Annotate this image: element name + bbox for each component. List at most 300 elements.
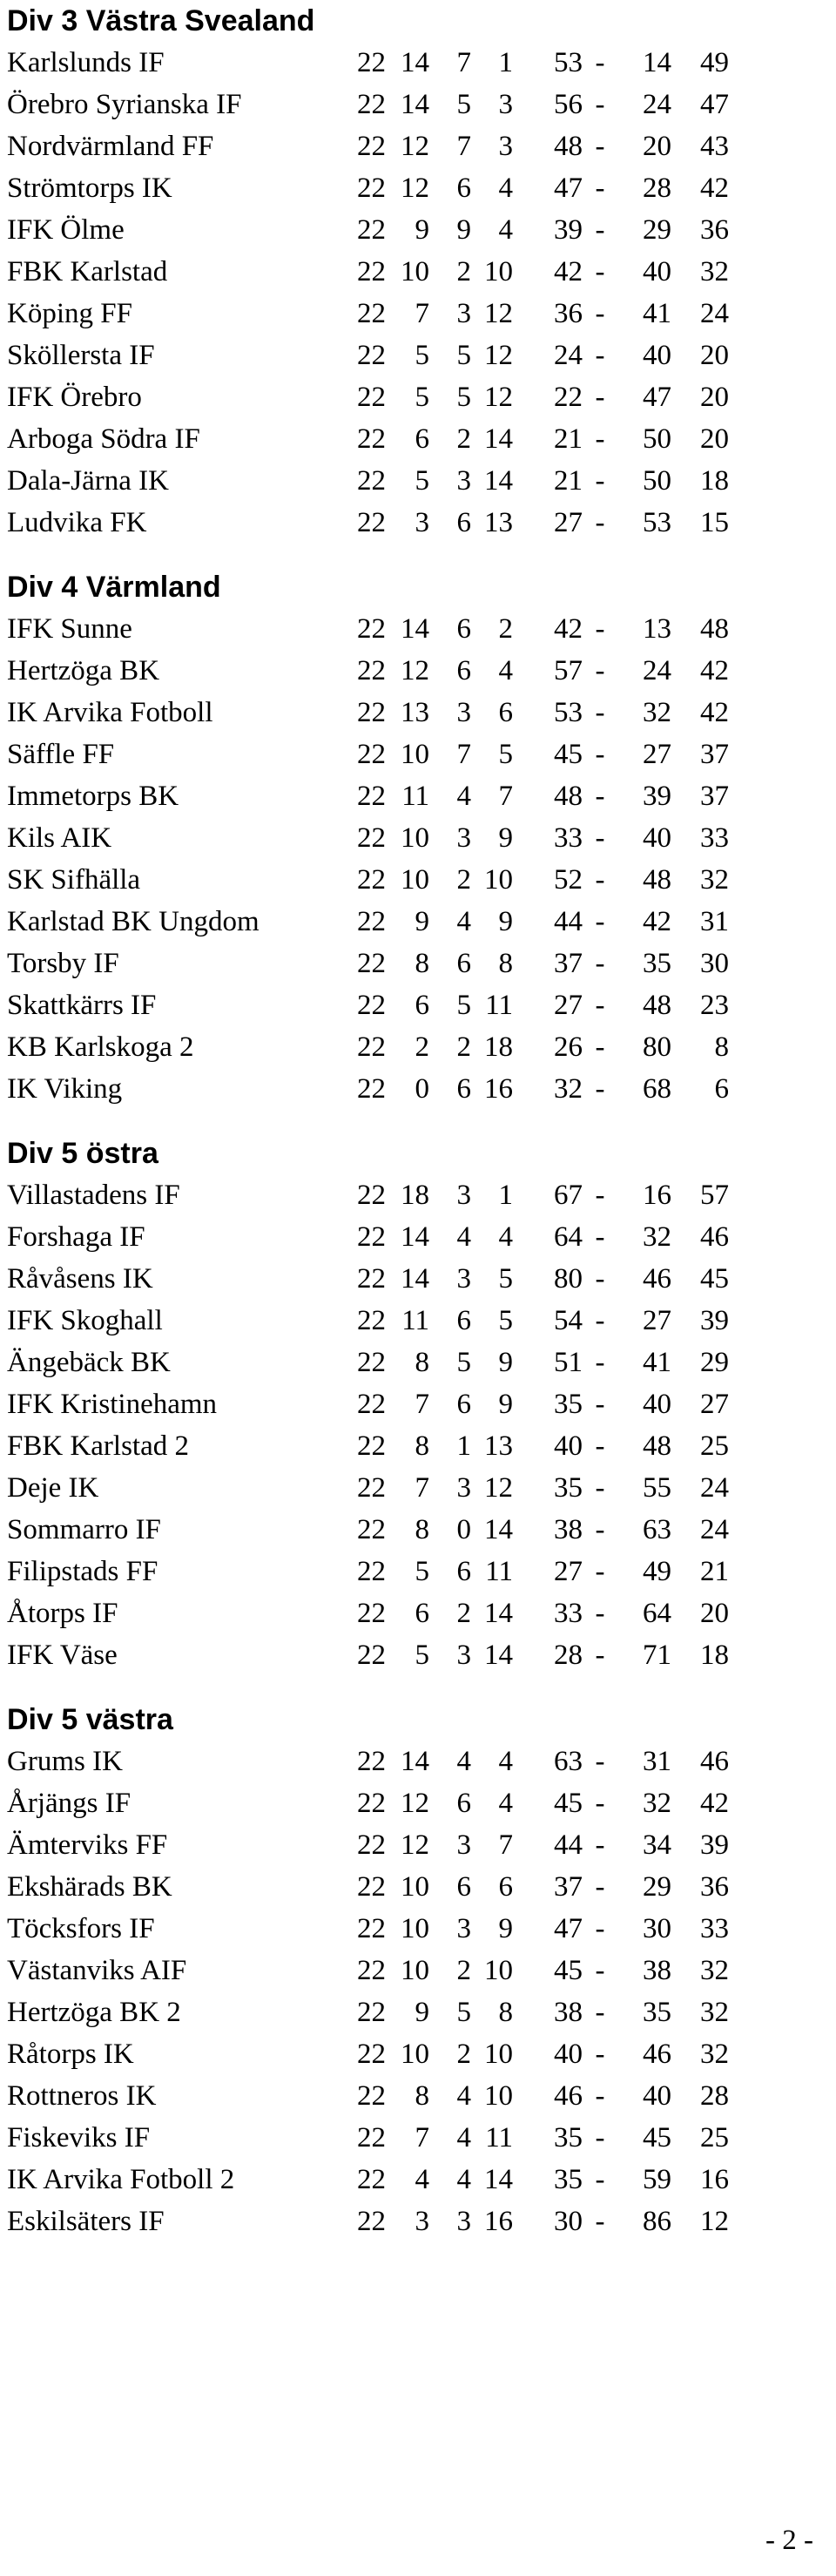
draws: 5 xyxy=(456,1346,471,1378)
wins: 13 xyxy=(401,696,429,728)
goals-against: 48 xyxy=(643,1430,671,1462)
losses: 4 xyxy=(498,1745,513,1777)
draws: 6 xyxy=(456,1555,471,1587)
losses: 14 xyxy=(484,423,513,455)
goals-against: 38 xyxy=(643,1954,671,1986)
team-name: Deje IK xyxy=(7,1471,99,1504)
points: 32 xyxy=(700,863,729,896)
games-played: 22 xyxy=(357,1031,386,1063)
games-played: 22 xyxy=(357,1954,386,1986)
goal-separator: - xyxy=(595,1430,605,1462)
games-played: 22 xyxy=(357,1346,386,1378)
games-played: 22 xyxy=(357,1262,386,1295)
points: 24 xyxy=(700,1513,729,1545)
table-row xyxy=(7,1634,836,1676)
table-row xyxy=(7,1174,836,1216)
goal-separator: - xyxy=(595,2079,605,2112)
table-row xyxy=(7,1551,836,1592)
goals-against: 46 xyxy=(643,2038,671,2070)
section-spacer xyxy=(0,544,836,566)
draws: 3 xyxy=(456,1179,471,1211)
losses: 5 xyxy=(498,738,513,770)
wins: 0 xyxy=(415,1072,429,1105)
games-played: 22 xyxy=(357,255,386,287)
table-row xyxy=(7,1425,836,1467)
draws: 6 xyxy=(456,612,471,645)
goal-separator: - xyxy=(595,1996,605,2028)
goals-for: 38 xyxy=(554,1996,583,2028)
goals-for: 53 xyxy=(554,696,583,728)
goals-for: 21 xyxy=(554,423,583,455)
losses: 11 xyxy=(485,1555,513,1587)
losses: 12 xyxy=(484,1471,513,1504)
wins: 12 xyxy=(401,1829,429,1861)
games-played: 22 xyxy=(357,780,386,812)
table-row xyxy=(7,1950,836,1991)
team-name: Karlstad BK Ungdom xyxy=(7,905,260,937)
goal-separator: - xyxy=(595,1388,605,1420)
table-row xyxy=(7,984,836,1026)
table-row xyxy=(7,1991,836,2033)
goal-separator: - xyxy=(595,821,605,854)
games-played: 22 xyxy=(357,1430,386,1462)
losses: 1 xyxy=(498,46,513,78)
division-title: Div 5 västra xyxy=(7,1703,173,1736)
points: 25 xyxy=(700,2121,729,2153)
table-row xyxy=(7,692,836,734)
losses: 14 xyxy=(484,1597,513,1629)
team-name: Filipstads FF xyxy=(7,1555,158,1587)
goals-for: 45 xyxy=(554,738,583,770)
games-played: 22 xyxy=(357,905,386,937)
points: 30 xyxy=(700,947,729,979)
games-played: 22 xyxy=(357,1745,386,1777)
draws: 6 xyxy=(456,1072,471,1105)
games-played: 22 xyxy=(357,654,386,686)
goals-against: 14 xyxy=(643,46,671,78)
goals-against: 35 xyxy=(643,947,671,979)
goals-against: 32 xyxy=(643,1220,671,1253)
losses: 3 xyxy=(498,130,513,162)
division-title: Div 5 östra xyxy=(7,1137,158,1170)
goal-separator: - xyxy=(595,255,605,287)
wins: 10 xyxy=(401,738,429,770)
games-played: 22 xyxy=(357,2079,386,2112)
table-row xyxy=(7,209,836,251)
losses: 4 xyxy=(498,654,513,686)
goals-against: 29 xyxy=(643,1870,671,1903)
table-row xyxy=(7,2117,836,2159)
team-name: FBK Karlstad 2 xyxy=(7,1430,189,1462)
wins: 14 xyxy=(401,1220,429,1253)
draws: 6 xyxy=(456,654,471,686)
losses: 14 xyxy=(484,1639,513,1671)
draws: 3 xyxy=(456,1829,471,1861)
games-played: 22 xyxy=(357,46,386,78)
team-name: Sköllersta IF xyxy=(7,339,155,371)
goals-for: 30 xyxy=(554,2205,583,2237)
games-played: 22 xyxy=(357,381,386,413)
goal-separator: - xyxy=(595,339,605,371)
wins: 10 xyxy=(401,863,429,896)
goals-against: 47 xyxy=(643,381,671,413)
goals-against: 59 xyxy=(643,2163,671,2195)
goals-for: 28 xyxy=(554,1639,583,1671)
goal-separator: - xyxy=(595,1555,605,1587)
goals-for: 56 xyxy=(554,88,583,120)
team-name: IK Arvika Fotboll xyxy=(7,696,213,728)
goals-for: 33 xyxy=(554,821,583,854)
team-name: Fiskeviks IF xyxy=(7,2121,151,2153)
goal-separator: - xyxy=(595,989,605,1021)
losses: 16 xyxy=(484,2205,513,2237)
team-name: IK Viking xyxy=(7,1072,123,1105)
draws: 7 xyxy=(456,738,471,770)
goal-separator: - xyxy=(595,1346,605,1378)
points: 24 xyxy=(700,297,729,329)
team-name: Torsby IF xyxy=(7,947,119,979)
wins: 10 xyxy=(401,2038,429,2070)
goal-separator: - xyxy=(595,2163,605,2195)
points: 29 xyxy=(700,1346,729,1378)
team-name: Immetorps BK xyxy=(7,780,179,812)
table-row xyxy=(7,2033,836,2075)
draws: 0 xyxy=(456,1513,471,1545)
team-name: Karlslunds IF xyxy=(7,46,165,78)
losses: 12 xyxy=(484,339,513,371)
goals-against: 40 xyxy=(643,255,671,287)
goals-against: 30 xyxy=(643,1912,671,1944)
table-row xyxy=(7,775,836,817)
table-row xyxy=(7,1258,836,1300)
goals-against: 39 xyxy=(643,780,671,812)
wins: 11 xyxy=(401,1304,429,1336)
losses: 11 xyxy=(485,2121,513,2153)
goals-against: 42 xyxy=(643,905,671,937)
points: 25 xyxy=(700,1430,729,1462)
goals-for: 64 xyxy=(554,1220,583,1253)
goal-separator: - xyxy=(595,1179,605,1211)
points: 8 xyxy=(714,1031,729,1063)
draws: 4 xyxy=(456,2079,471,2112)
draws: 3 xyxy=(456,1912,471,1944)
points: 37 xyxy=(700,780,729,812)
wins: 11 xyxy=(401,780,429,812)
draws: 3 xyxy=(456,696,471,728)
points: 36 xyxy=(700,213,729,246)
games-played: 22 xyxy=(357,1787,386,1819)
division-section xyxy=(7,1132,836,1676)
goals-for: 80 xyxy=(554,1262,583,1295)
games-played: 22 xyxy=(357,506,386,538)
games-played: 22 xyxy=(357,1555,386,1587)
goal-separator: - xyxy=(595,46,605,78)
losses: 10 xyxy=(484,863,513,896)
draws: 6 xyxy=(456,947,471,979)
table-row xyxy=(7,734,836,775)
goal-separator: - xyxy=(595,1597,605,1629)
division-section xyxy=(7,566,836,1110)
games-played: 22 xyxy=(357,2038,386,2070)
team-name: Grums IK xyxy=(7,1745,123,1777)
goals-for: 37 xyxy=(554,947,583,979)
goals-against: 64 xyxy=(643,1597,671,1629)
goals-for: 26 xyxy=(554,1031,583,1063)
goals-against: 40 xyxy=(643,339,671,371)
table-row xyxy=(7,125,836,167)
games-played: 22 xyxy=(357,1304,386,1336)
games-played: 22 xyxy=(357,1912,386,1944)
goals-for: 53 xyxy=(554,46,583,78)
table-row xyxy=(7,1741,836,1782)
wins: 10 xyxy=(401,1954,429,1986)
team-name: Forshaga IF xyxy=(7,1220,145,1253)
draws: 3 xyxy=(456,1639,471,1671)
losses: 13 xyxy=(484,506,513,538)
team-name: Sommarro IF xyxy=(7,1513,161,1545)
goals-against: 55 xyxy=(643,1471,671,1504)
games-played: 22 xyxy=(357,612,386,645)
losses: 8 xyxy=(498,947,513,979)
goals-for: 52 xyxy=(554,863,583,896)
losses: 6 xyxy=(498,696,513,728)
goals-for: 39 xyxy=(554,213,583,246)
goal-separator: - xyxy=(595,172,605,204)
goals-for: 51 xyxy=(554,1346,583,1378)
table-row xyxy=(7,1824,836,1866)
table-row xyxy=(7,1216,836,1258)
draws: 4 xyxy=(456,905,471,937)
page-number: - 2 - xyxy=(765,2525,813,2556)
games-played: 22 xyxy=(357,1220,386,1253)
points: 33 xyxy=(700,821,729,854)
losses: 3 xyxy=(498,88,513,120)
losses: 9 xyxy=(498,1388,513,1420)
wins: 5 xyxy=(415,339,429,371)
losses: 16 xyxy=(484,1072,513,1105)
draws: 5 xyxy=(456,88,471,120)
goals-against: 80 xyxy=(643,1031,671,1063)
points: 47 xyxy=(700,88,729,120)
goals-for: 42 xyxy=(554,255,583,287)
goals-for: 44 xyxy=(554,905,583,937)
team-name: Rottneros IK xyxy=(7,2079,157,2112)
table-row xyxy=(7,167,836,209)
points: 27 xyxy=(700,1388,729,1420)
wins: 10 xyxy=(401,255,429,287)
draws: 5 xyxy=(456,381,471,413)
goals-against: 41 xyxy=(643,1346,671,1378)
table-row xyxy=(7,901,836,943)
goals-for: 24 xyxy=(554,339,583,371)
draws: 6 xyxy=(456,506,471,538)
table-row xyxy=(7,502,836,544)
losses: 5 xyxy=(498,1304,513,1336)
goals-against: 53 xyxy=(643,506,671,538)
points: 43 xyxy=(700,130,729,162)
table-row xyxy=(7,251,836,293)
losses: 4 xyxy=(498,213,513,246)
goals-against: 68 xyxy=(643,1072,671,1105)
team-name: Ludvika FK xyxy=(7,506,147,538)
team-name: Villastadens IF xyxy=(7,1179,180,1211)
wins: 18 xyxy=(401,1179,429,1211)
goals-against: 50 xyxy=(643,423,671,455)
draws: 2 xyxy=(456,255,471,287)
games-played: 22 xyxy=(357,821,386,854)
goals-for: 47 xyxy=(554,172,583,204)
points: 42 xyxy=(700,172,729,204)
table-row xyxy=(7,650,836,692)
points: 28 xyxy=(700,2079,729,2112)
team-name: IFK Kristinehamn xyxy=(7,1388,218,1420)
team-name: IFK Sunne xyxy=(7,612,132,645)
points: 46 xyxy=(700,1745,729,1777)
goal-separator: - xyxy=(595,423,605,455)
wins: 2 xyxy=(415,1031,429,1063)
table-row xyxy=(7,859,836,901)
goal-separator: - xyxy=(595,1304,605,1336)
points: 42 xyxy=(700,654,729,686)
points: 6 xyxy=(714,1072,729,1105)
goal-separator: - xyxy=(595,1870,605,1903)
wins: 9 xyxy=(415,905,429,937)
losses: 13 xyxy=(484,1430,513,1462)
goals-against: 29 xyxy=(643,213,671,246)
wins: 9 xyxy=(415,213,429,246)
goals-against: 28 xyxy=(643,172,671,204)
goals-against: 32 xyxy=(643,696,671,728)
goal-separator: - xyxy=(595,2121,605,2153)
goals-against: 48 xyxy=(643,863,671,896)
goal-separator: - xyxy=(595,1787,605,1819)
games-played: 22 xyxy=(357,989,386,1021)
goals-against: 24 xyxy=(643,654,671,686)
wins: 8 xyxy=(415,1346,429,1378)
goals-for: 35 xyxy=(554,1388,583,1420)
team-name: Eskilsäters IF xyxy=(7,2205,165,2237)
team-name: Ängebäck BK xyxy=(7,1346,171,1378)
team-name: Hertzöga BK 2 xyxy=(7,1996,181,2028)
goals-against: 41 xyxy=(643,297,671,329)
table-row xyxy=(7,1509,836,1551)
wins: 7 xyxy=(415,1388,429,1420)
goals-against: 35 xyxy=(643,1996,671,2028)
losses: 12 xyxy=(484,381,513,413)
losses: 11 xyxy=(485,989,513,1021)
losses: 9 xyxy=(498,821,513,854)
losses: 7 xyxy=(498,780,513,812)
wins: 12 xyxy=(401,130,429,162)
goals-against: 86 xyxy=(643,2205,671,2237)
wins: 8 xyxy=(415,947,429,979)
goal-separator: - xyxy=(595,1471,605,1504)
games-played: 22 xyxy=(357,1471,386,1504)
games-played: 22 xyxy=(357,423,386,455)
team-name: SK Sifhälla xyxy=(7,863,141,896)
wins: 8 xyxy=(415,1513,429,1545)
losses: 4 xyxy=(498,172,513,204)
draws: 5 xyxy=(456,339,471,371)
games-played: 22 xyxy=(357,1513,386,1545)
goals-against: 13 xyxy=(643,612,671,645)
games-played: 22 xyxy=(357,2121,386,2153)
goal-separator: - xyxy=(595,863,605,896)
points: 20 xyxy=(700,1597,729,1629)
wins: 14 xyxy=(401,612,429,645)
wins: 14 xyxy=(401,46,429,78)
table-row xyxy=(7,42,836,84)
standings-table xyxy=(7,1741,836,2242)
games-played: 22 xyxy=(357,297,386,329)
team-name: Råtorps IK xyxy=(7,2038,134,2070)
points: 39 xyxy=(700,1829,729,1861)
goals-against: 16 xyxy=(643,1179,671,1211)
draws: 3 xyxy=(456,1262,471,1295)
goal-separator: - xyxy=(595,1745,605,1777)
goals-for: 27 xyxy=(554,1555,583,1587)
points: 42 xyxy=(700,696,729,728)
points: 37 xyxy=(700,738,729,770)
table-row xyxy=(7,1467,836,1509)
wins: 14 xyxy=(401,1745,429,1777)
team-name: Ekshärads BK xyxy=(7,1870,172,1903)
goals-for: 37 xyxy=(554,1870,583,1903)
team-name: Strömtorps IK xyxy=(7,172,172,204)
goal-separator: - xyxy=(595,612,605,645)
games-played: 22 xyxy=(357,696,386,728)
games-played: 22 xyxy=(357,1870,386,1903)
draws: 3 xyxy=(456,464,471,497)
points: 32 xyxy=(700,255,729,287)
goals-for: 47 xyxy=(554,1912,583,1944)
table-row xyxy=(7,608,836,650)
losses: 14 xyxy=(484,464,513,497)
goals-against: 20 xyxy=(643,130,671,162)
points: 39 xyxy=(700,1304,729,1336)
wins: 3 xyxy=(415,506,429,538)
draws: 1 xyxy=(456,1430,471,1462)
games-played: 22 xyxy=(357,172,386,204)
division-section xyxy=(7,1699,836,2242)
losses: 1 xyxy=(498,1179,513,1211)
wins: 3 xyxy=(415,2205,429,2237)
goals-for: 40 xyxy=(554,2038,583,2070)
table-row xyxy=(7,817,836,859)
games-played: 22 xyxy=(357,1597,386,1629)
division-section xyxy=(7,0,836,544)
goal-separator: - xyxy=(595,1220,605,1253)
games-played: 22 xyxy=(357,1996,386,2028)
table-row xyxy=(7,2201,836,2242)
draws: 4 xyxy=(456,1745,471,1777)
goals-for: 54 xyxy=(554,1304,583,1336)
table-row xyxy=(7,1908,836,1950)
points: 15 xyxy=(700,506,729,538)
losses: 4 xyxy=(498,1787,513,1819)
points: 32 xyxy=(700,2038,729,2070)
points: 18 xyxy=(700,1639,729,1671)
table-row xyxy=(7,335,836,376)
goals-for: 40 xyxy=(554,1430,583,1462)
table-row xyxy=(7,376,836,418)
goal-separator: - xyxy=(595,1912,605,1944)
goals-against: 27 xyxy=(643,738,671,770)
games-played: 22 xyxy=(357,213,386,246)
wins: 10 xyxy=(401,821,429,854)
games-played: 22 xyxy=(357,863,386,896)
points: 32 xyxy=(700,1954,729,1986)
